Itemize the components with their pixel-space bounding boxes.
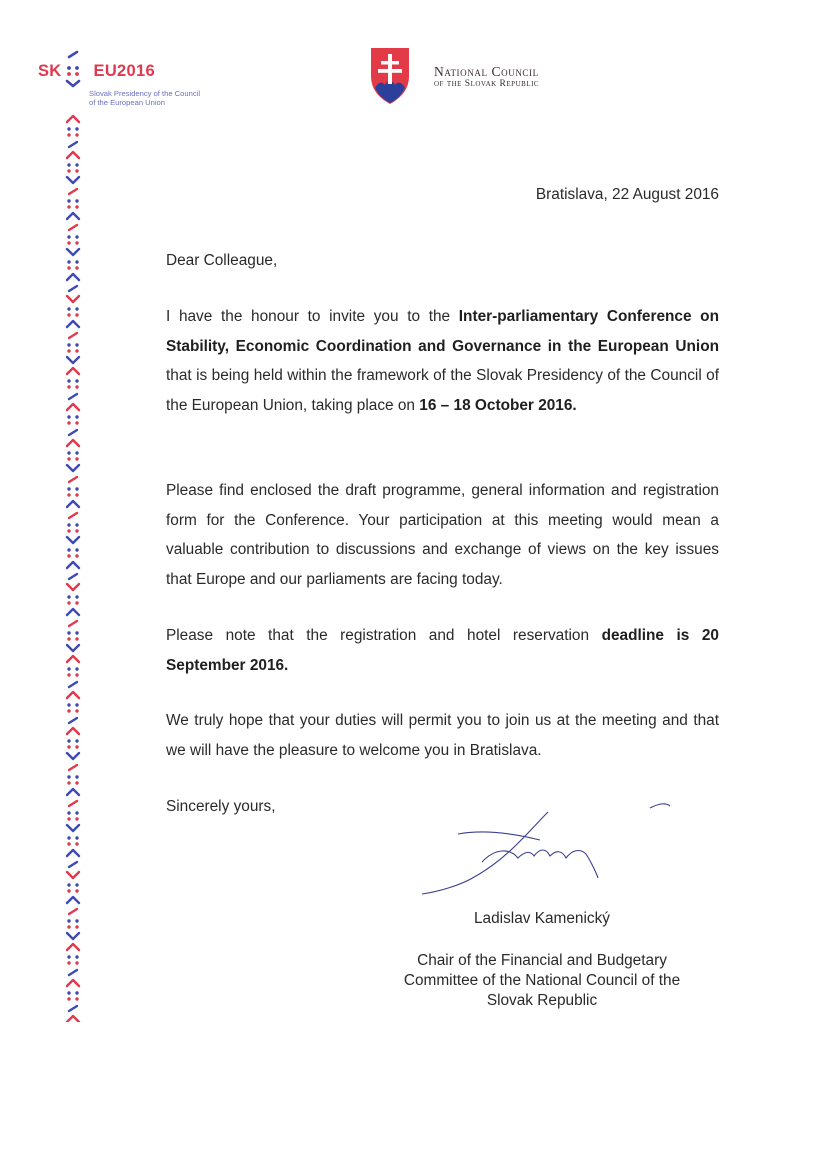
slash-mark xyxy=(69,394,77,399)
dot-mark xyxy=(67,673,70,676)
dot-mark xyxy=(75,241,78,244)
chevron-down-mark xyxy=(67,177,79,183)
chevron-down-mark xyxy=(67,933,79,939)
slash-mark xyxy=(69,682,77,687)
chevron-down-mark xyxy=(67,249,79,255)
chevron-down-mark xyxy=(67,296,79,302)
dot-mark xyxy=(67,127,70,130)
dot-mark xyxy=(67,133,70,136)
chevron-down-mark xyxy=(67,584,79,590)
dot-mark xyxy=(67,205,70,208)
signatory-title xyxy=(380,951,704,1011)
slash-mark xyxy=(69,286,77,291)
dot-mark xyxy=(75,745,78,748)
signatory-title-line1: Chair of the Financial and Budgetary xyxy=(417,952,667,969)
dot-mark xyxy=(67,523,70,526)
paragraph-enclosures: Please find enclosed the draft programme, general information and registration form for the Conference. Your participation at this meeting would mean a valuable contribution to discussions and exchange of views on the key issues that Europe and our parliaments are facing today. xyxy=(166,482,719,588)
chevron-up-mark xyxy=(67,213,79,219)
dot-mark xyxy=(75,601,78,604)
slash-mark xyxy=(69,970,77,975)
chevron-up-mark xyxy=(67,692,79,698)
slash-mark xyxy=(69,909,77,914)
dot-mark xyxy=(67,781,70,784)
dot-mark xyxy=(75,997,78,1000)
dot-mark xyxy=(67,961,70,964)
chevron-up-mark xyxy=(67,789,79,795)
slash-mark xyxy=(69,765,77,770)
signatory-title-line3: Slovak Republic xyxy=(486,992,598,1009)
dot-mark xyxy=(75,817,78,820)
slash-mark xyxy=(69,142,77,147)
dot-mark xyxy=(75,703,78,706)
dot-mark xyxy=(67,260,70,263)
chevron-up-mark xyxy=(67,368,79,374)
dot-mark xyxy=(67,997,70,1000)
dot-mark xyxy=(75,266,78,269)
presidency-logo-text xyxy=(38,62,155,81)
chevron-up-mark xyxy=(67,897,79,903)
dot-mark xyxy=(67,343,70,346)
salutation: Dear Colleague, xyxy=(166,252,278,269)
dot-mark xyxy=(75,673,78,676)
dot-mark xyxy=(75,925,78,928)
dot-mark xyxy=(75,421,78,424)
council-name xyxy=(434,64,539,89)
dot-mark xyxy=(75,307,78,310)
dot-mark xyxy=(67,703,70,706)
dot-mark xyxy=(75,637,78,640)
dot-mark xyxy=(75,889,78,892)
dot-mark xyxy=(75,529,78,532)
logo-subtitle-line1: Slovak Presidency of the Council xyxy=(89,89,201,98)
dot-mark xyxy=(67,451,70,454)
dot-mark xyxy=(75,842,78,845)
chevron-down-mark xyxy=(67,825,79,831)
chevron-up-mark xyxy=(67,404,79,410)
dot-mark xyxy=(67,709,70,712)
dot-mark xyxy=(67,883,70,886)
slash-mark xyxy=(69,477,77,482)
dot-mark xyxy=(67,745,70,748)
dot-mark xyxy=(67,385,70,388)
dot-mark xyxy=(75,883,78,886)
chevron-down-mark xyxy=(67,465,79,471)
dot-mark xyxy=(75,523,78,526)
conference-name: Inter-parliamentary Conference on Stability, Economic Coordination and Governance in the European Union xyxy=(166,308,719,355)
dot-mark xyxy=(75,811,78,814)
dot-mark xyxy=(67,529,70,532)
council-name-line1: National Council xyxy=(434,64,539,79)
dot-mark xyxy=(75,709,78,712)
dot-mark xyxy=(75,961,78,964)
dot-mark xyxy=(75,415,78,418)
dot-mark xyxy=(67,349,70,352)
paragraph-closing-wish: We truly hope that your duties will permit you to join us at the meeting and that we will have the pleasure to welcome you in Bratislava. xyxy=(166,712,719,759)
letter-date: Bratislava, 22 August 2016 xyxy=(535,186,719,203)
dot-mark xyxy=(75,781,78,784)
dot-mark xyxy=(75,451,78,454)
dot-mark xyxy=(67,775,70,778)
chevron-up-mark xyxy=(67,1016,79,1022)
dot-mark xyxy=(75,487,78,490)
chevron-down-mark xyxy=(67,645,79,651)
dot-mark xyxy=(75,199,78,202)
p1-text-c: that is being held within the framework of the Slovak Presidency of the Council of the European Union, taking place on xyxy=(166,367,719,414)
chevron-down-mark xyxy=(67,357,79,363)
slash-mark xyxy=(69,801,77,806)
chevron-up-mark xyxy=(67,562,79,568)
dot-mark xyxy=(67,163,70,166)
dot-mark xyxy=(67,919,70,922)
decorative-pattern xyxy=(62,112,84,1022)
dot-mark xyxy=(75,313,78,316)
chevron-up-mark xyxy=(67,501,79,507)
chevron-down-mark xyxy=(67,872,79,878)
signatory-name: Ladislav Kamenický xyxy=(473,910,610,927)
closing-phrase: Sincerely yours, xyxy=(166,798,276,815)
dot-mark xyxy=(67,457,70,460)
dot-mark xyxy=(67,307,70,310)
dot-mark xyxy=(67,631,70,634)
dot-mark xyxy=(75,260,78,263)
presidency-logo-subtitle xyxy=(89,89,200,107)
dot-mark xyxy=(75,379,78,382)
dot-mark xyxy=(67,889,70,892)
chevron-up-mark xyxy=(67,440,79,446)
chevron-up-mark xyxy=(67,274,79,280)
dot-mark xyxy=(67,739,70,742)
dot-mark xyxy=(75,548,78,551)
logo-subtitle-line2: of the European Union xyxy=(89,98,165,107)
dot-mark xyxy=(67,199,70,202)
logo-sk-text: SK xyxy=(38,62,62,80)
chevron-up-mark xyxy=(67,321,79,327)
dot-mark xyxy=(67,487,70,490)
dot-mark xyxy=(67,667,70,670)
chevron-up-mark xyxy=(67,116,79,122)
chevron-up-mark xyxy=(67,850,79,856)
dot-mark xyxy=(75,775,78,778)
slash-mark xyxy=(69,225,77,230)
dot-mark xyxy=(75,133,78,136)
signatory-title-line2: Committee of the National Council of the xyxy=(403,972,681,989)
slovak-coat-of-arms-icon xyxy=(369,46,411,106)
slash-mark xyxy=(69,574,77,579)
dot-mark xyxy=(67,817,70,820)
dot-mark xyxy=(67,266,70,269)
chevron-down-mark xyxy=(67,537,79,543)
dot-mark xyxy=(67,379,70,382)
logo-eu2016-text: EU2016 xyxy=(93,62,155,80)
handwritten-signature xyxy=(400,800,690,900)
p1-text-a: I have the honour to invite you to the xyxy=(166,308,459,325)
dot-mark xyxy=(75,836,78,839)
p3-text-a: Please note that the registration and hotel reservation xyxy=(166,627,602,644)
dot-mark xyxy=(67,595,70,598)
dot-mark xyxy=(75,991,78,994)
dot-mark xyxy=(75,235,78,238)
dot-mark xyxy=(67,955,70,958)
dot-mark xyxy=(75,205,78,208)
dot-mark xyxy=(67,601,70,604)
dot-mark xyxy=(75,127,78,130)
slash-mark xyxy=(69,718,77,723)
dot-mark xyxy=(67,313,70,316)
chevron-down-mark xyxy=(67,753,79,759)
paragraph-deadline xyxy=(166,621,719,680)
council-name-line2: of the Slovak Republic xyxy=(434,79,540,89)
dot-mark xyxy=(75,493,78,496)
dot-mark xyxy=(75,739,78,742)
dot-mark xyxy=(67,415,70,418)
slash-mark xyxy=(69,621,77,626)
dot-mark xyxy=(75,457,78,460)
dot-mark xyxy=(75,554,78,557)
dot-mark xyxy=(67,548,70,551)
dot-mark xyxy=(67,991,70,994)
paragraph-invitation xyxy=(166,302,719,420)
dot-mark xyxy=(75,385,78,388)
dot-mark xyxy=(67,836,70,839)
dot-mark xyxy=(67,811,70,814)
dot-mark xyxy=(67,421,70,424)
chevron-up-mark xyxy=(67,980,79,986)
slash-mark xyxy=(69,333,77,338)
dot-mark xyxy=(75,349,78,352)
dot-mark xyxy=(67,493,70,496)
dot-mark xyxy=(67,235,70,238)
dot-mark xyxy=(67,842,70,845)
conference-dates: 16 – 18 October 2016. xyxy=(419,396,577,414)
dot-mark xyxy=(75,667,78,670)
chevron-up-mark xyxy=(67,944,79,950)
dot-mark xyxy=(75,595,78,598)
slash-mark xyxy=(69,862,77,867)
slash-mark xyxy=(69,430,77,435)
registration-deadline: deadline is 20 September 2016. xyxy=(166,627,719,674)
slash-mark xyxy=(69,1006,77,1011)
chevron-up-mark xyxy=(67,728,79,734)
slash-mark xyxy=(69,189,77,194)
chevron-up-mark xyxy=(67,152,79,158)
dot-mark xyxy=(67,554,70,557)
chevron-up-mark xyxy=(67,656,79,662)
dot-mark xyxy=(67,637,70,640)
dot-mark xyxy=(75,955,78,958)
dot-mark xyxy=(67,925,70,928)
dot-mark xyxy=(75,169,78,172)
presidency-logo-mark xyxy=(62,48,84,90)
slash-mark xyxy=(69,513,77,518)
dot-mark xyxy=(67,169,70,172)
dot-mark xyxy=(67,241,70,244)
dot-mark xyxy=(75,919,78,922)
dot-mark xyxy=(75,631,78,634)
dot-mark xyxy=(75,163,78,166)
dot-mark xyxy=(75,343,78,346)
chevron-up-mark xyxy=(67,609,79,615)
